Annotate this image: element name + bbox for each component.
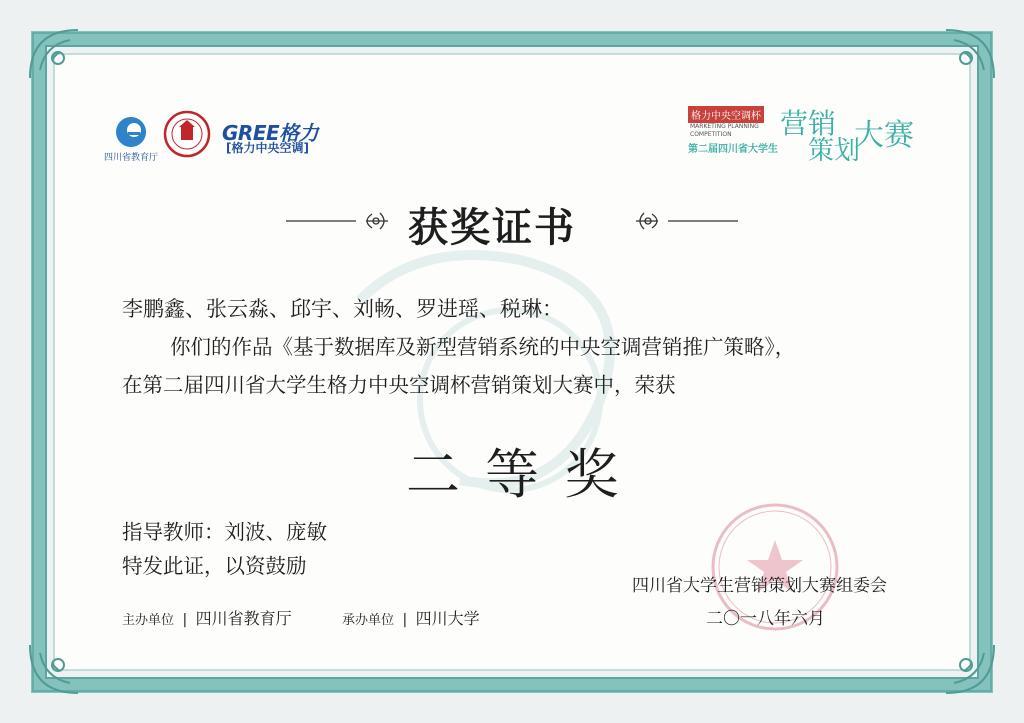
certificate-title: 获奖证书: [408, 204, 576, 251]
edu-dept-caption: 四川省教育厅: [104, 153, 159, 163]
gree-subtitle: [格力中央空调]: [226, 141, 309, 155]
edu-dept-logo: [102, 112, 160, 164]
body-line-1: 你们的作品《基于数据库及新型营销系统的中央空调营销推广策略》，: [170, 335, 796, 359]
competition-title-2: 策划: [808, 136, 861, 166]
host-unit: [122, 606, 292, 629]
host-label: 主办单位: [122, 613, 175, 628]
competition-title-1: 营销: [780, 107, 837, 140]
competition-en-2: COMPETITION: [690, 131, 732, 138]
gree-logo: [222, 117, 342, 157]
organizer-divider: |: [402, 612, 408, 628]
competition-logo: [688, 100, 928, 170]
gree-brand: GREE格力: [222, 121, 319, 145]
issuer: 四川省大学生营销策划大赛组委会: [632, 576, 887, 596]
organizer-value: 四川大学: [415, 609, 480, 628]
competition-edition: 第二届四川省大学生: [688, 144, 778, 155]
host-divider: |: [182, 612, 188, 628]
competition-title-3: 大赛: [854, 118, 914, 153]
competition-en-1: MARKETING PLANNING: [690, 123, 759, 130]
issue-date: 二〇一八年六月: [706, 609, 825, 629]
organizer-label: 承办单位: [342, 613, 395, 628]
closing-line: 特发此证，以资鼓励: [122, 554, 307, 578]
recipients-line: 李鹏鑫、张云淼、邱宇、刘畅、罗进瑶、税琳：: [122, 297, 563, 321]
host-value: 四川省教育厅: [195, 609, 292, 628]
competition-tag: 格力中央空调杯: [688, 106, 764, 123]
organizer-unit: [342, 606, 480, 629]
university-logo: [163, 110, 211, 158]
award-level: 二 等 奖: [406, 443, 623, 506]
advisors-line: 指导教师：刘波、庞敏: [122, 520, 327, 544]
body-line-2: 在第二届四川省大学生格力中央空调杯营销策划大赛中，荣获: [122, 373, 676, 397]
